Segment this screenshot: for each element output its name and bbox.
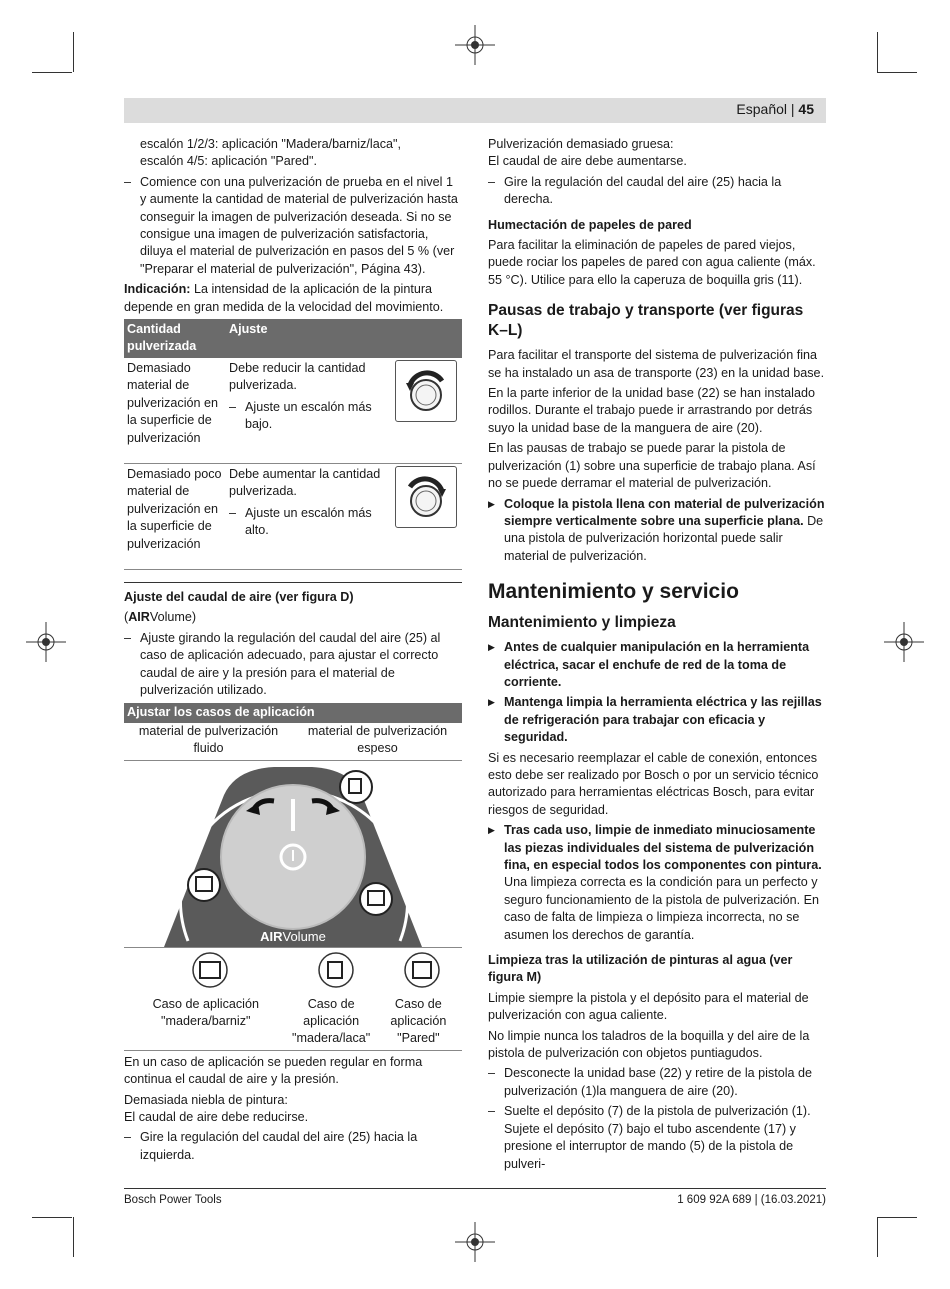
header-bar: [124, 98, 826, 123]
case-icons-row: [124, 948, 462, 992]
table-row: Demasiado poco material de pulverización en la superficie de pulverización Debe aumentar la cantidad pulverizada. – Ajuste un escalón más alto.: [124, 463, 462, 569]
paragraph: Pulverización demasiado gruesa:: [488, 137, 674, 151]
cases-header: Ajustar los casos de aplicación: [124, 703, 462, 722]
air-volume-heading: Ajuste del caudal de aire (ver figura D): [124, 582, 462, 606]
table-row: Demasiado material de pulverización en la superficie de pulverización Debe reducir la cantidad pulverizada. – Ajuste un escalón más bajo.: [124, 358, 462, 464]
dial-decrease-icon: [395, 360, 457, 422]
case-labels: [124, 992, 462, 1051]
paragraph: Demasiada niebla de pintura:: [124, 1092, 288, 1107]
paragraph: El caudal de aire debe reducirse.: [124, 1110, 309, 1125]
paragraph: No limpie nunca los taladros de la boquilla y del aire de la pistola de pulverización con objetos puntiagudos.: [488, 1028, 810, 1061]
warning-item: ▶ Mantenga limpia la herramienta eléctrica y las rejillas de refrigeración para trabajar con eficacia y seguridad.: [488, 694, 826, 746]
case-lacquer-label: Caso de aplicación "madera/laca": [292, 996, 371, 1046]
level-line-2: escalón 4/5: aplicación "Pared".: [140, 154, 317, 169]
spray-amount-table: [124, 319, 462, 570]
paragraph: Limpie siempre la pistola y el depósito para el material de pulverización con agua caliente.: [488, 990, 809, 1023]
fluid-label: material de pulverización fluido: [138, 723, 279, 756]
paragraph: Para facilitar la eliminación de papeles de pared viejos, puede rociar los papeles de pared con agua caliente (máx. 55 °C). Utilice para ello la caperuza de boquilla gris (11).: [488, 238, 816, 287]
section-heading: Pausas de trabajo y transporte (ver figuras K–L): [488, 302, 804, 340]
instruction-item: – Gire la regulación del caudal del aire (25) hacia la derecha.: [488, 174, 826, 209]
air-volume-label: (AIRVolume): [124, 610, 197, 625]
warning-item: ▶ Antes de cualquier manipulación en la herramienta eléctrica, sacar el enchufe de red de la toma de corriente.: [488, 639, 826, 691]
paragraph: Si es necesario reemplazar el cable de conexión, entonces esto debe ser realizado por Bosch o por un servicio técnico autorizado para herramientas eléctricas Bosch, para evitar riesgos de seguridad.: [488, 750, 819, 817]
page-header: Español | 45: [736, 101, 814, 117]
wall-icon: [360, 883, 392, 915]
level-line-1: escalón 1/2/3: aplicación "Madera/barniz/laca",: [140, 137, 401, 151]
section-heading: Humectación de papeles de pared: [488, 217, 692, 232]
instruction-item: – Ajuste girando la regulación del caudal del aire (25) al caso de aplicación adecuado, para ajustar el correcto caudal de aire y la presión para el material de pulverización utilizado.: [124, 630, 462, 700]
knob-label: AIRVolume: [260, 928, 326, 944]
case-wood-label: Caso de aplicación "madera/barniz": [152, 996, 259, 1028]
radiator-icon: [188, 869, 220, 901]
section-heading: Limpieza tras la utilización de pinturas al agua (ver figura M): [488, 953, 793, 985]
paragraph: En un caso de aplicación se pueden regular en forma continua el caudal de aire y la presión.: [124, 1054, 423, 1087]
chair-icon: [319, 953, 353, 987]
footer-brand: Bosch Power Tools: [124, 1194, 222, 1206]
paragraph: El caudal de aire debe aumentarse.: [488, 154, 687, 169]
footer-rule: [124, 1188, 826, 1189]
table-header-quantity: Cantidad pulverizada: [127, 322, 197, 354]
radiator-icon: [193, 953, 227, 987]
paragraph: En las pausas de trabajo se puede parar la pistola de pulverización (1) sobre una superficie de trabajo plana. Así no se puede derramar el material de pulverización.: [488, 441, 816, 491]
section-heading: Mantenimiento y limpieza: [488, 614, 676, 632]
chapter-heading: Mantenimiento y servicio: [488, 580, 739, 604]
registration-mark-icon: [455, 1222, 495, 1262]
case-wall-label: Caso de aplicación "Pared": [390, 996, 447, 1046]
instruction-item: – Gire la regulación del caudal del aire (25) hacia la izquierda.: [124, 1129, 462, 1164]
left-column: [124, 136, 462, 1167]
header-language: Español: [736, 101, 787, 117]
wall-icon: [405, 953, 439, 987]
registration-mark-icon: [884, 622, 924, 662]
instruction-item: – Suelte el depósito (7) de la pistola de pulverización (1). Sujete el depósito (7) bajo el tubo ascendente (17) y presione el interruptor de mando (5) de la pistola de pulveri-: [488, 1103, 826, 1173]
page-number: 45: [798, 101, 814, 117]
instruction-item: – Desconecte la unidad base (22) y retire de la pistola de pulverización (1)la manguera de aire (20).: [488, 1065, 826, 1100]
chair-icon: [340, 771, 372, 803]
dial-increase-icon: [395, 466, 457, 528]
note-paragraph: Indicación: La intensidad de la aplicación de la pintura depende en gran medida de la velocidad del movimiento.: [124, 282, 444, 314]
instruction-item: – Comience con una pulverización de prueba en el nivel 1 y aumente la cantidad de material de pulverización hasta conseguir la imagen de pulverización deseada. Si no se consigue una imagen de pulverización satisfactoria, diluya el material de pulverización en pasos del 5 % (ver "Preparar el material de pulverización", Página 43).: [124, 174, 462, 278]
warning-item: ▶ Tras cada uso, limpie de inmediato minuciosamente las piezas individuales del sistema de pulverización fina, en especial todos los componentes con pintura. Una limpieza correcta es la condición para un perfecto y seguro funcionamiento de la pistola de pulverización. En caso de falta de limpieza o limpieza incorrecta, no se asumen los derechos de garantía.: [488, 822, 826, 944]
warning-item: ▶ Coloque la pistola llena con material de pulverización siempre verticalmente sobre una superficie plana. De una pistola de pulverización horizontal puede salir material de pulverización.: [488, 496, 826, 566]
footer-docref: 1 609 92A 689 | (16.03.2021): [677, 1194, 826, 1206]
registration-mark-icon: [26, 622, 66, 662]
table-header-setting: Ajuste: [229, 322, 268, 337]
thick-label: material de pulverización espeso: [307, 723, 448, 756]
air-volume-knob-figure: [124, 761, 462, 947]
registration-mark-icon: [455, 25, 495, 65]
paragraph: Para facilitar el transporte del sistema de pulverización fina se ha instalado un asa de transporte (23) en la unidad base.: [488, 348, 825, 380]
right-column: [488, 136, 826, 1176]
material-labels: [124, 723, 462, 761]
paragraph: En la parte inferior de la unidad base (22) se han instalado rodillos. Durante el trabajo puede ir arrastrando por detrás suyo la unidad base de la manguera de aire (20).: [488, 386, 815, 435]
